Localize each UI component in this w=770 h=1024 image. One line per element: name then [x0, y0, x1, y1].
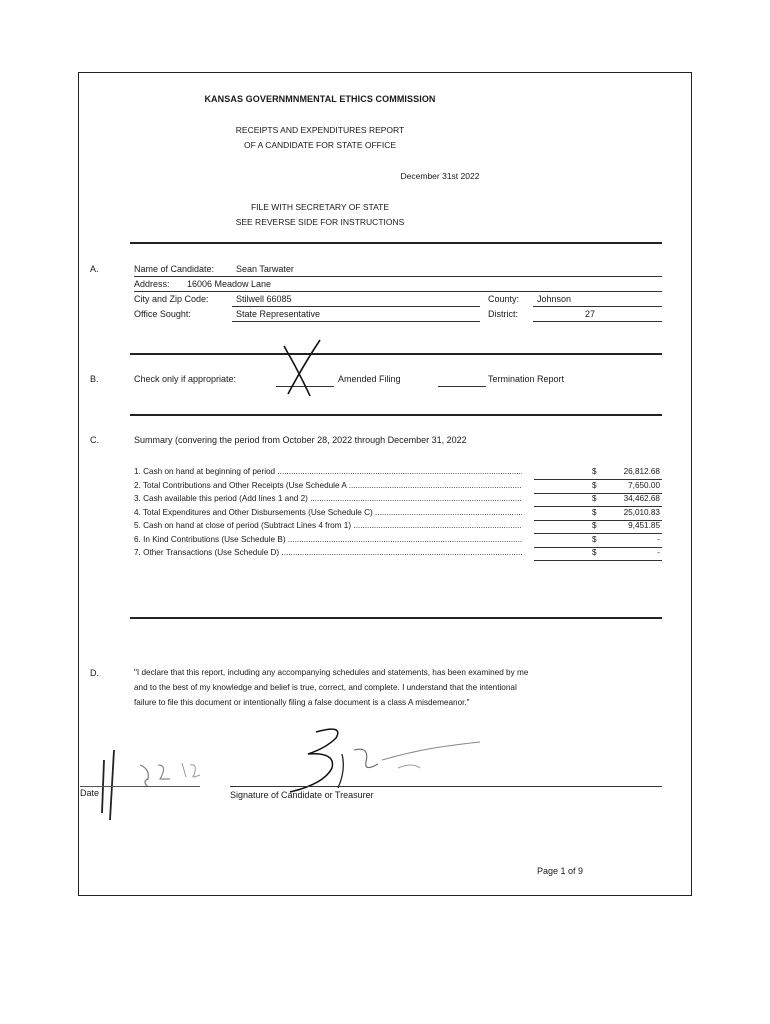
district-value: 27	[585, 309, 596, 319]
commission-title: KANSAS GOVERNMNMENTAL ETHICS COMMISSION	[204, 94, 436, 104]
office-underline	[232, 321, 480, 322]
summary-line-amount: 25,010.83	[623, 507, 660, 517]
section-divider	[130, 617, 662, 619]
summary-line-amount: 34,462.68	[623, 494, 660, 503]
summary-line-dollar: $	[592, 467, 597, 476]
summary-line-dollar: $	[592, 534, 597, 544]
summary-line-dollar: $	[592, 480, 597, 490]
summary-line-amount: 9,451.85	[628, 521, 660, 530]
summary-line-label: 3. Cash available this period (Add lines 1 and 2) .....	[134, 494, 522, 503]
declaration-line1: "I declare that this report, including any accompanying schedules and statements, has been examined by me	[134, 668, 529, 677]
county-underline	[533, 306, 662, 307]
city-label: City and Zip Code:	[134, 294, 209, 304]
check-label: Check only if appropriate:	[134, 374, 237, 384]
signature-underline	[230, 786, 662, 787]
report-date: December 31st 2022	[400, 171, 480, 181]
summary-line-dollar: $	[592, 494, 597, 503]
summary-line-underline	[534, 560, 662, 561]
report-title-line1: RECEIPTS AND EXPENDITURES REPORT	[235, 125, 405, 135]
summary-line-dollar: $	[592, 548, 597, 557]
summary-line-label: 4. Total Expenditures and Other Disbursements (Use Schedule C) .....	[134, 508, 522, 517]
report-title-line2: OF A CANDIDATE FOR STATE OFFICE	[243, 140, 397, 150]
summary-line-dollar: $	[592, 507, 597, 517]
section-divider	[130, 242, 662, 244]
summary-line-label: 7. Other Transactions (Use Schedule D) .....	[134, 548, 522, 557]
page-number: Page 1 of 9	[537, 866, 584, 876]
address-label: Address:	[134, 279, 170, 289]
name-label: Name of Candidate:	[134, 264, 215, 274]
name-value: Sean Tarwater	[236, 264, 294, 274]
summary-heading: Summary (convering the period from October 28, 2022 through December 31, 2022	[134, 435, 467, 445]
summary-line-dollar: $	[592, 521, 597, 530]
city-underline	[232, 306, 480, 307]
summary-line-label: 1. Cash on hand at beginning of period .....	[134, 467, 522, 476]
summary-line-amount: 26,812.68	[623, 467, 660, 476]
summary-line-label: 6. In Kind Contributions (Use Schedule B) .....	[134, 535, 522, 544]
office-value: State Representative	[236, 309, 321, 319]
section-b-letter: B.	[90, 374, 99, 384]
date-underline	[80, 786, 200, 787]
county-value: Johnson	[537, 294, 572, 304]
section-divider	[130, 353, 662, 355]
office-label: Office Sought:	[134, 309, 191, 319]
address-underline	[134, 291, 662, 292]
section-d-letter: D.	[90, 668, 99, 678]
amended-filing-label: Amended Filing	[338, 374, 401, 384]
section-a-letter: A.	[90, 264, 99, 274]
summary-line-amount: -	[657, 548, 660, 557]
summary-line-amount: 7,650.00	[628, 480, 660, 490]
address-value: 16006 Meadow Lane	[187, 279, 272, 289]
summary-line-label: 5. Cash on hand at close of period (Subtract Lines 4 from 1) .....	[134, 521, 522, 530]
termination-report-label: Termination Report	[488, 374, 565, 384]
name-underline	[134, 276, 662, 277]
declaration-line3: failure to file this document or intentionally filing a false document is a class A misdemeanor."	[134, 698, 470, 707]
city-value: Stilwell 66085	[236, 294, 292, 304]
section-c-letter: C.	[90, 435, 99, 445]
section-divider	[130, 414, 662, 416]
termination-checkbox-line[interactable]	[438, 386, 486, 387]
file-instruction-line2: SEE REVERSE SIDE FOR INSTRUCTIONS	[235, 217, 405, 227]
summary-line-label: 2. Total Contributions and Other Receipts (Use Schedule A .....	[134, 481, 522, 490]
check-mark-x-icon	[270, 336, 340, 406]
signature-label: Signature of Candidate or Treasurer	[230, 790, 374, 800]
district-label: District:	[488, 309, 518, 319]
district-underline	[533, 321, 662, 322]
file-instruction-line1: FILE WITH SECRETARY OF STATE	[250, 202, 390, 212]
county-label: County:	[488, 294, 520, 304]
summary-line-amount: -	[657, 534, 660, 544]
handwritten-date-icon	[90, 735, 230, 825]
declaration-line2: and to the best of my knowledge and belief is true, correct, and complete. I understand that the intentional	[134, 683, 517, 692]
date-label: Date	[80, 788, 100, 798]
